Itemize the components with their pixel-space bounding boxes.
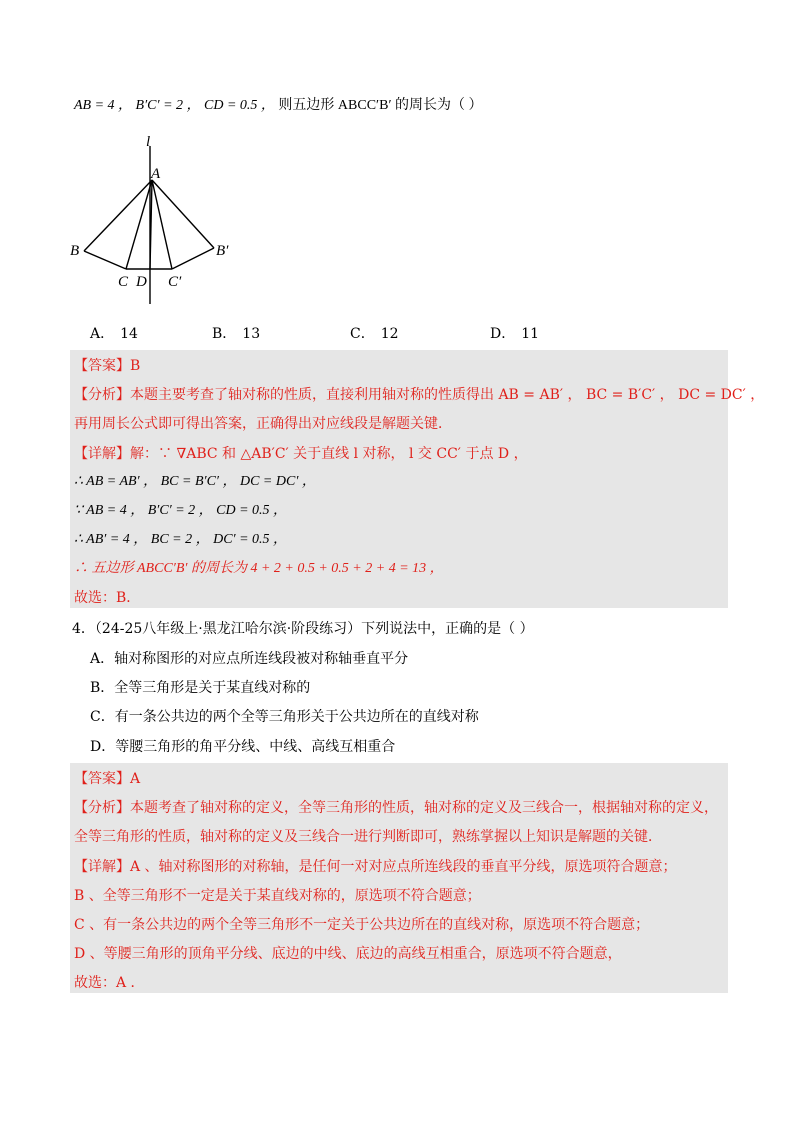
q4-stem: 4．（24-25八年级上·黑龙江哈尔滨·阶段练习）下列说法中，正确的是（ ） — [72, 621, 534, 637]
seg-BC — [84, 251, 126, 269]
q3-detail-4: ∴ AB′ = 4 ， BC = 2 ， DC′ = 0.5 ， — [74, 532, 288, 547]
q3-detail-1: 【详解】解：∵ ∇ABC 和 △AB′C′ 关于直线 l 对称， l 交 CC′ 于点 D ， — [74, 446, 528, 462]
q3-figure — [66, 134, 266, 304]
q4-analysis-2: 全等三角形的性质，轴对称的定义及三线合一进行判断即可，熟练掌握以上知识是解题的关键． — [74, 829, 662, 845]
q3-detail-3: ∵ AB = 4 ， B′C′ = 2 ， CD = 0.5 ， — [74, 503, 288, 518]
q3-answer-value: B — [130, 358, 141, 374]
q4-option-d: D．等腰三角形的角平分线、中线、高线互相重合 — [90, 739, 396, 755]
seg-ACp — [152, 180, 172, 269]
q4-answer-value: A — [130, 771, 141, 787]
label-B: B — [70, 243, 80, 259]
q4-option-c: C．有一条公共边的两个全等三角形关于公共边所在的直线对称 — [90, 709, 479, 725]
q3-detail-2: ∴ AB = AB′ ， BC = B′C′ ， DC = DC′ ， — [74, 474, 316, 489]
q3-option-c: C． 12 — [350, 326, 399, 342]
q3-ask: 则五边形 ABCC′B′ 的周长为（ ） — [278, 98, 483, 113]
q4-analysis-1: 【分析】本题考查了轴对称的定义，全等三角形的性质，轴对称的定义及三线合一，根据轴对称的定义， — [74, 800, 718, 816]
q3-option-b: B． 13 — [212, 326, 261, 342]
label-C: C — [118, 274, 129, 290]
q3-analysis-1: 【分析】本题主要考查了轴对称的性质，直接利用轴对称的性质得出 AB = AB′ ， BC = B′C′ ， DC = DC′ ， — [74, 387, 765, 403]
q3-answer: 【答案】B — [74, 358, 141, 374]
label-Bp: B′ — [216, 243, 229, 259]
q4-detail-5: 故选：A ． — [74, 975, 145, 991]
label-Cp: C′ — [168, 274, 182, 290]
q3-detail-5: ∴ 五边形 ABCC′B′ 的周长为 4 + 2 + 0.5 + 0.5 + 2 + 4 = 13 ， — [74, 561, 444, 576]
q4-answer: 【答案】A — [74, 771, 141, 787]
seg-ABp — [152, 180, 214, 248]
label-D: D — [136, 274, 147, 290]
q4-detail-1: 【详解】A 、轴对称图形的对称轴，是任何一对对应点所连线段的垂直平分线，原选项符合题意； — [74, 859, 677, 875]
q3-analysis-2: 再用周长公式即可得出答案，正确得出对应线段是解题关键． — [74, 416, 452, 432]
label-A: A — [151, 166, 161, 182]
q4-detail-2: B 、全等三角形不一定是关于某直线对称的，原选项不符合题意； — [74, 888, 481, 904]
seg-CpBp — [172, 248, 214, 269]
q3-stem — [74, 96, 483, 116]
q4-option-a: A．轴对称图形的对应点所连线段被对称轴垂直平分 — [90, 651, 409, 667]
q3-detail-6: 故选：B． — [74, 590, 141, 606]
label-l: l — [146, 134, 151, 150]
q3-given: AB = 4 ， B′C′ = 2 ， CD = 0.5 ， — [74, 98, 275, 113]
q3-option-a: A． 14 — [90, 326, 138, 342]
q4-option-b: B．全等三角形是关于某直线对称的 — [90, 680, 311, 696]
q3-option-d: D． 11 — [490, 326, 540, 342]
q4-detail-4: D 、等腰三角形的顶角平分线、底边的中线、底边的高线互相重合，原选项不符合题意， — [74, 946, 622, 962]
q4-detail-3: C 、有一条公共边的两个全等三角形不一定关于公共边所在的直线对称，原选项不符合题意； — [74, 917, 650, 933]
